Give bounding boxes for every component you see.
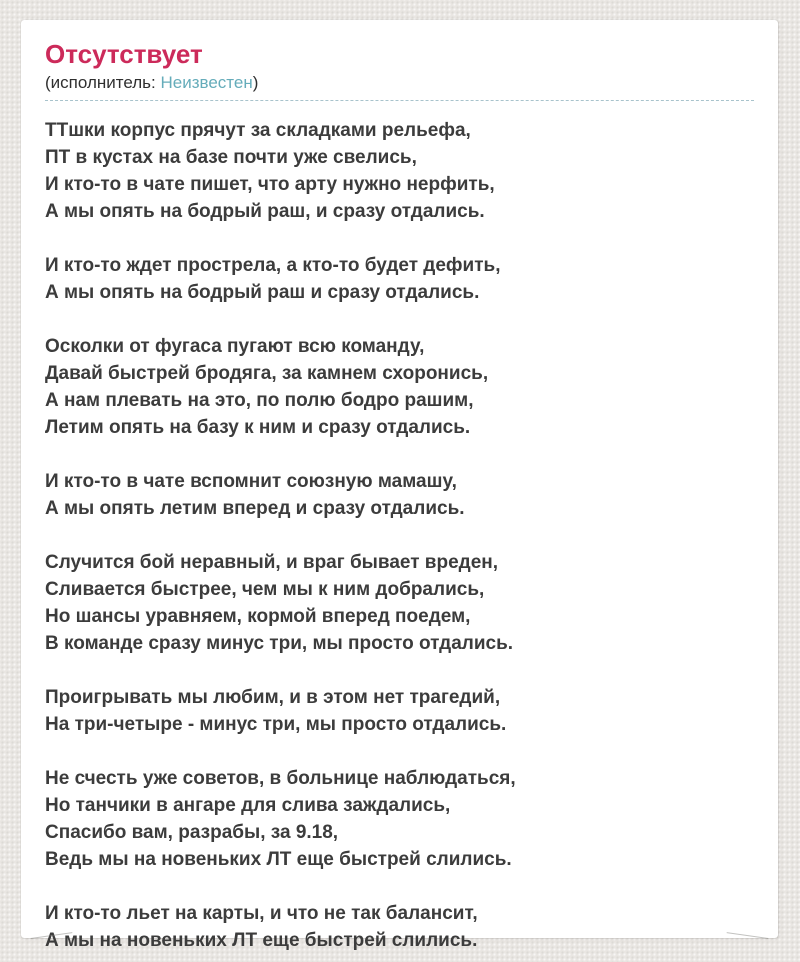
artist-link[interactable]: Неизвестен <box>160 72 253 92</box>
lyrics-stanza: И кто-то в чате вспомнит союзную мамашу, А мы опять летим вперед и сразу отдались. <box>45 471 465 520</box>
lyrics-text <box>45 117 754 954</box>
lyrics-stanza: Не счесть уже советов, в больнице наблюдаться, Но танчики в ангаре для слива заждались, Спасибо вам, разрабы, за 9.18, Ведь мы на новеньких ЛТ еще быстрей слились. <box>45 768 516 871</box>
lyrics-stanza: И кто-то ждет прострела, а кто-то будет дефить, А мы опять на бодрый раш и сразу отдались. <box>45 255 501 304</box>
lyrics-stanza: ТТшки корпус прячут за складками рельефа, ПТ в кустах на базе почти уже свелись, И кто-то в чате пишет, что арту нужно нерфить, А мы опять на бодрый раш, и сразу отдались. <box>45 120 495 223</box>
lyrics-card <box>21 20 778 952</box>
song-title: Отсутствует <box>45 39 203 69</box>
lyrics-stanza: И кто-то льет на карты, и что не так балансит, А мы на новеньких ЛТ еще быстрей слились. <box>45 903 478 952</box>
lyrics-stanza: Проигрывать мы любим, и в этом нет трагедий, На три-четыре - минус три, мы просто отдались. <box>45 687 507 736</box>
artist-label: (исполнитель: <box>45 72 156 92</box>
song-header <box>45 40 754 101</box>
lyrics-stanza: Случится бой неравный, и враг бывает вреден, Сливается быстрее, чем мы к ним добрались, Но шансы уравняем, кормой вперед поедем, В команде сразу минус три, мы просто отдались. <box>45 552 514 655</box>
artist-line <box>45 70 754 101</box>
lyrics-stanza: Осколки от фугаса пугают всю команду, Давай быстрей бродяга, за камнем схоронись, А нам плевать на это, по полю бодро рашим, Летим опять на базу к ним и сразу отдались. <box>45 336 489 439</box>
artist-suffix: ) <box>252 72 259 92</box>
